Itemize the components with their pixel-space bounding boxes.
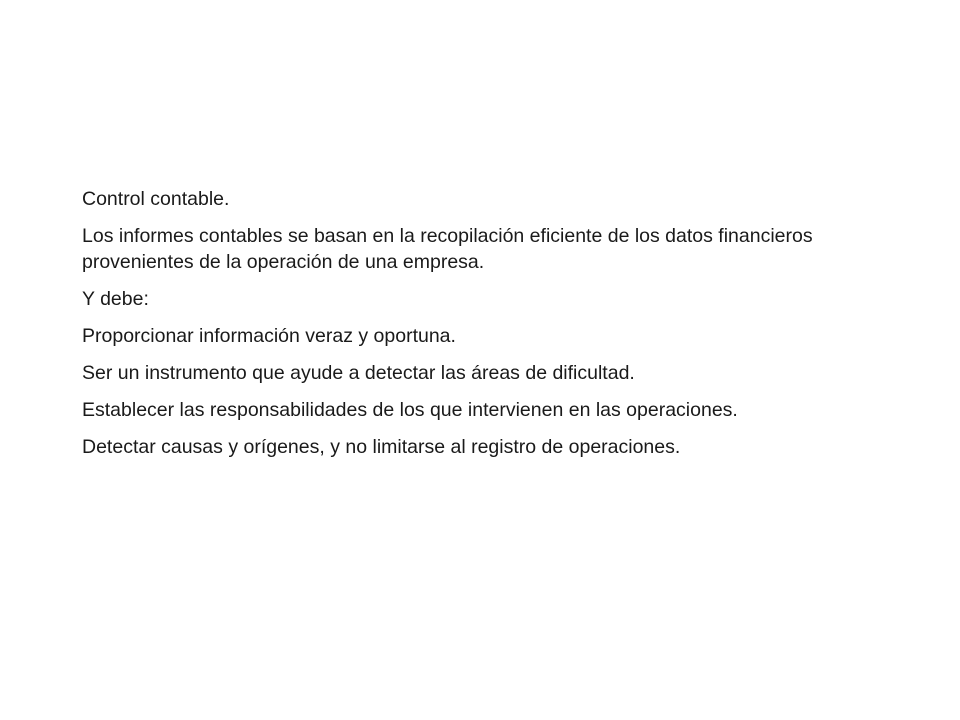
- paragraph-item-2: Ser un instrumento que ayude a detectar las áreas de dificultad.: [82, 362, 635, 384]
- slide-text-block: [82, 186, 842, 471]
- paragraph-lead-in: Y debe:: [82, 288, 149, 310]
- slide-heading: Control contable.: [82, 188, 230, 210]
- paragraph-item-1: Proporcionar información veraz y oportuna.: [82, 325, 456, 347]
- paragraph-item-4: Detectar causas y orígenes, y no limitarse al registro de operaciones.: [82, 436, 681, 458]
- paragraph-intro: Los informes contables se basan en la recopilación eficiente de los datos financieros provenientes de la operación de una empresa.: [82, 225, 813, 273]
- paragraph-item-3: Establecer las responsabilidades de los que intervienen en las operaciones.: [82, 399, 738, 421]
